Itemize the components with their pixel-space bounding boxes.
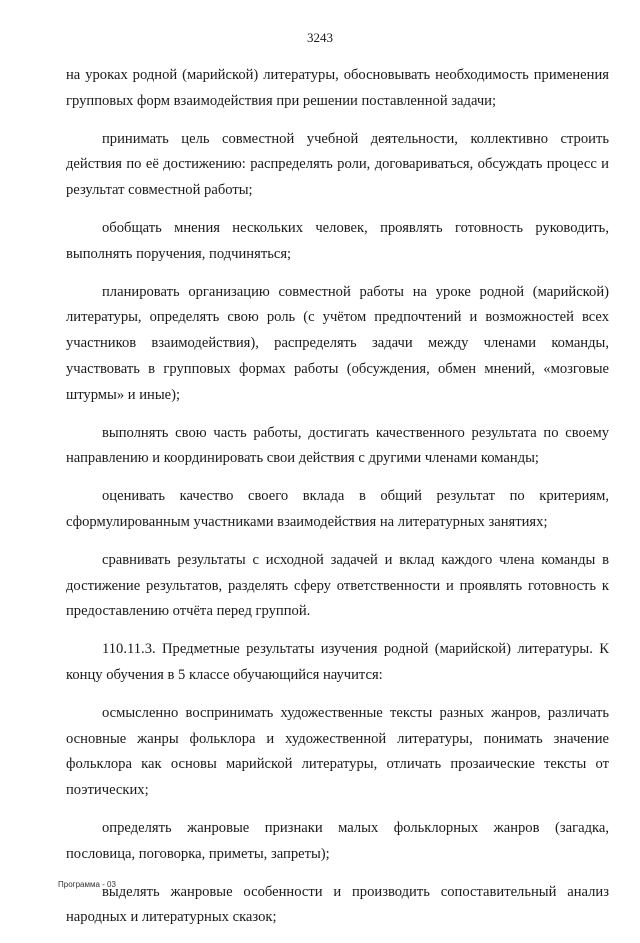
paragraph: планировать организацию совместной работы на уроке родной (марийской) литературы, определять свою роль (с учётом предпочтений и возможностей всех участников взаимодействия), распределять задачи между членами команды, участвовать в групповых формах работы (обсуждения, обмен мнений, «мозговые штурмы» и иные); <box>66 283 609 403</box>
section-heading-paragraph: 110.11.3. Предметные результаты изучения родной (марийской) литературы. К концу обучения в 5 классе обучающийся научится: <box>66 641 609 683</box>
paragraph: на уроках родной (марийской) литературы, обосновывать необходимость применения групповых форм взаимодействия при решении поставленной задачи; <box>66 67 609 109</box>
footer-label: Программа - 03 <box>58 880 116 889</box>
paragraph: сравнивать результаты с исходной задачей и вклад каждого члена команды в достижение результатов, разделять сферу ответственности и проявлять готовность к предоставлению отчёта перед группой. <box>66 551 609 620</box>
paragraph: выполнять свою часть работы, достигать качественного результата по своему направлению и координировать свои действия с другими членами команды; <box>66 424 609 467</box>
paragraph: выделять жанровые особенности и производить сопоставительный анализ народных и литературных сказок; <box>66 883 609 926</box>
paragraph: принимать цель совместной учебной деятельности, коллективно строить действия по её достижению: распределять роли, договариваться, обсуждать процесс и результат совместной работы; <box>66 130 609 199</box>
paragraph: осмысленно воспринимать художественные тексты разных жанров, различать основные жанры фольклора и художественной литературы, понимать значение фольклора как основы марийской литературы, отличать прозаические тексты от поэтических; <box>66 704 609 799</box>
paragraph: определять жанровые признаки малых фольклорных жанров (загадка, пословица, поговорка, приметы, запреты); <box>66 819 609 862</box>
document-body <box>66 63 609 943</box>
paragraph: обобщать мнения нескольких человек, проявлять готовность руководить, выполнять поручения, подчиняться; <box>66 219 609 262</box>
page-number: 3243 <box>307 30 333 45</box>
paragraph: оценивать качество своего вклада в общий результат по критериям, сформулированным участниками взаимодействия на литературных занятиях; <box>66 488 609 530</box>
